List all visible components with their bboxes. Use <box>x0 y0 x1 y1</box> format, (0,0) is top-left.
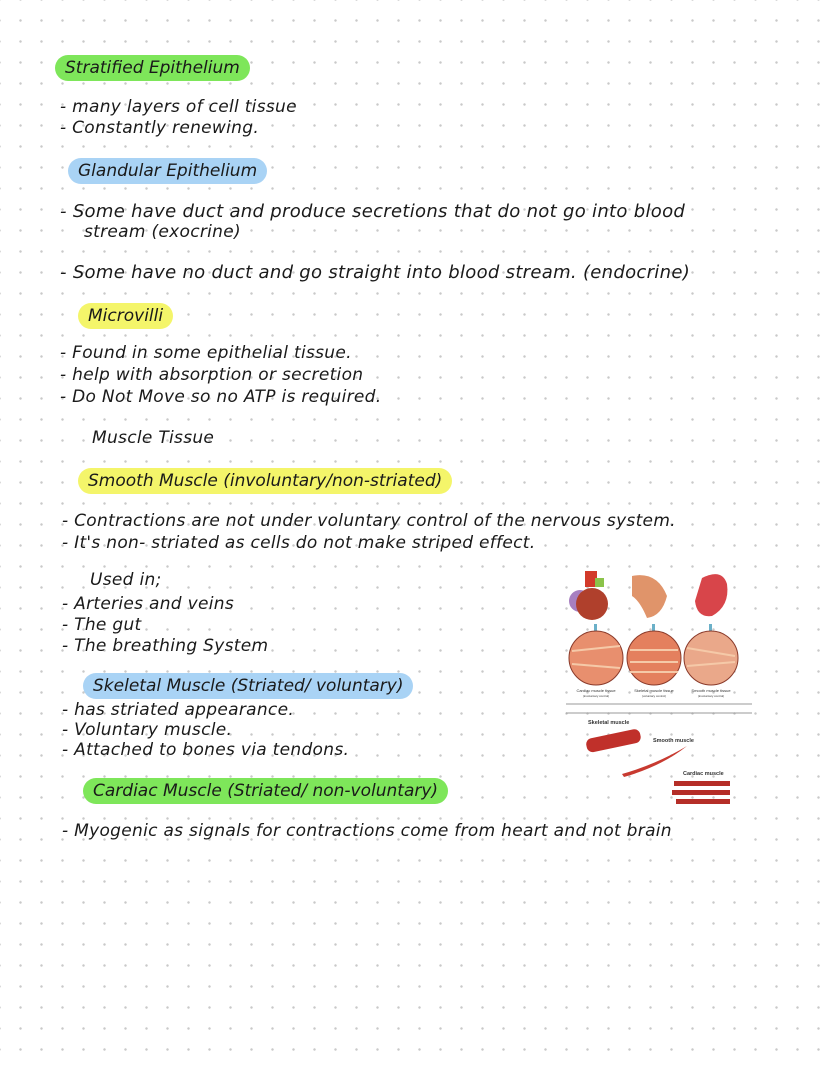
figure-label: Skeletal muscle <box>588 720 630 726</box>
note-line: - The gut <box>62 615 142 635</box>
figure-subcaption: (involuntary control) <box>582 694 610 698</box>
cardiac-tissue-circle <box>569 631 623 685</box>
smooth-tissue-circle <box>684 631 738 685</box>
heart-illustration <box>569 571 608 620</box>
note-line: - It's non- striated as cells do not make striped effect. <box>62 533 536 553</box>
heading-glandular-epithelium: Glandular Epithelium <box>68 158 267 184</box>
heading-stratified-epithelium: Stratified Epithelium <box>55 55 250 81</box>
cardiac-muscle-fibers <box>672 781 730 804</box>
note-line: - Found in some epithelial tissue. <box>60 343 352 363</box>
note-line: - Constantly renewing. <box>60 118 260 138</box>
note-line: - Arteries and veins <box>62 594 234 614</box>
note-line: - help with absorption or secretion <box>60 365 364 385</box>
note-line: - Some have no duct and go straight into blood stream. (endocrine) <box>60 262 691 283</box>
heading-muscle-tissue: Muscle Tissue <box>92 428 215 448</box>
figure-label: Cardiac muscle <box>683 771 724 777</box>
note-line: - Some have duct and produce secretions that do not go into blood <box>60 201 686 222</box>
arm-illustration <box>632 575 667 618</box>
used-in-label: Used in; <box>90 570 162 590</box>
note-line: - many layers of cell tissue <box>60 97 297 117</box>
figure-subcaption: (voluntary control) <box>641 694 667 698</box>
muscle-types-figure <box>562 566 758 810</box>
figure-caption: Smooth muscle tissue <box>691 688 731 693</box>
figure-caption: Cardiac muscle tissue <box>576 688 616 693</box>
heading-microvilli: Microvilli <box>78 303 173 329</box>
figure-subcaption: (involuntary control) <box>697 694 725 698</box>
note-line: - Myogenic as signals for contractions come from heart and not brain <box>62 821 672 841</box>
heading-cardiac-muscle: Cardiac Muscle (Striated/ non-voluntary) <box>83 778 448 804</box>
figure-label: Smooth muscle <box>653 738 694 744</box>
stomach-illustration <box>695 574 727 616</box>
note-line: - Attached to bones via tendons. <box>62 740 350 760</box>
note-line: - has striated appearance. <box>62 700 295 720</box>
heading-smooth-muscle: Smooth Muscle (involuntary/non-striated) <box>78 468 452 494</box>
heading-skeletal-muscle: Skeletal Muscle (Striated/ voluntary) <box>83 673 413 699</box>
note-line: - Do Not Move so no ATP is required. <box>60 387 382 407</box>
skeletal-muscle-fiber <box>585 728 642 753</box>
note-line: - Contractions are not under voluntary control of the nervous system. <box>62 511 676 531</box>
figure-caption: Skeletal muscle tissue <box>634 688 674 693</box>
note-line: - Voluntary muscle. <box>62 720 233 740</box>
note-line: - The breathing System <box>62 636 269 656</box>
smooth-muscle-fiber <box>622 746 687 777</box>
note-line: stream (exocrine) <box>84 222 241 242</box>
skeletal-tissue-circle <box>627 631 681 685</box>
